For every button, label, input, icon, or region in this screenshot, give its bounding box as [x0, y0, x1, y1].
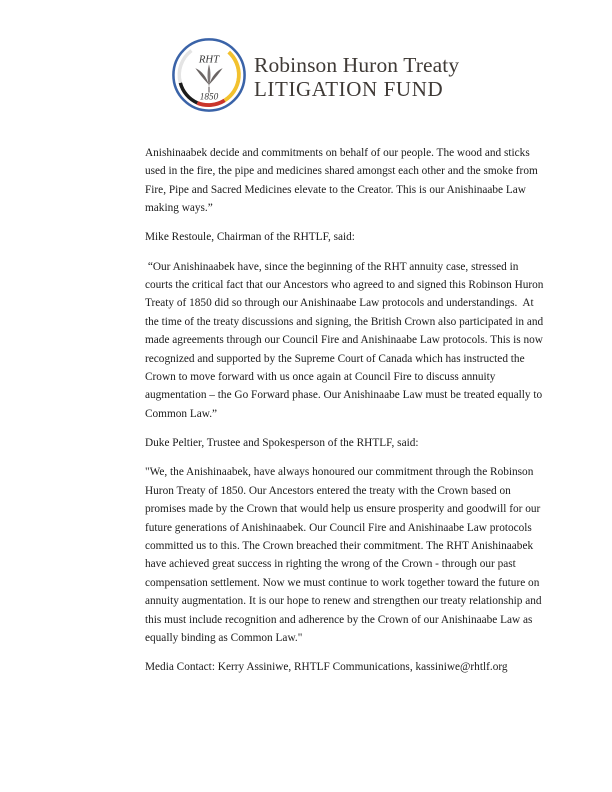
rht-seal-logo	[170, 36, 248, 114]
brand-name	[254, 53, 459, 101]
brand-line-1: Robinson Huron Treaty	[254, 53, 460, 77]
speaker-intro-duke-peltier: Duke Peltier, Trustee and Spokesperson of the RHTLF, said:	[145, 437, 419, 450]
seal-text-bottom: 1850	[199, 92, 219, 103]
paragraph-continuation: Anishinaabek decide and commitments on behalf of our people. The wood and sticks used in the fire, the pipe and medicines shared amongst each other and the smoke from Fire, Pipe and Sacred Medicines elevate to the Creator. This is our Anishinaabe Law making ways.”	[145, 147, 538, 215]
media-contact: Media Contact: Kerry Assiniwe, RHTLF Communications, kassiniwe@rhtlf.org	[145, 661, 508, 674]
letterhead	[170, 36, 470, 116]
seal-text-top: RHT	[198, 53, 220, 66]
quote-mike-restoule: “Our Anishinaabek have, since the beginning of the RHT annuity case, stressed in courts the critical fact that our Ancestors who agreed to and signed this Robinson Huron Treaty of 1850 did so through our Anishinaabe Law protocols and understandings. At the time of the treaty discussions and signing, the British Crown also participated in and made agreements through our Council Fire and Anishinaabe Law protocols. This is now recognized and supported by the Supreme Court of Canada which has instructed the Crown to move forward with us once again at Council Fire to discuss annuity augmentation – the Go Forward phase. Our Anishinaabe Law must be treated equally to Common Law.”	[145, 260, 547, 420]
letter-body	[145, 144, 545, 687]
speaker-intro-mike-restoule: Mike Restoule, Chairman of the RHTLF, said:	[145, 231, 355, 244]
quote-duke-peltier: "We, the Anishinaabek, have always honoured our commitment through the Robinson Huron Treaty of 1850. Our Ancestors entered the treaty with the Crown based on promises made by the Crown that would help us ensure prosperity and goodwill for our future generations of Anishinaabek. Our Council Fire and Anishinaabe Law protocols committed us to this. The Crown breached their commitment. The RHT Anishinaabek have achieved great success in righting the wrong of the Crown - through our past compensation settlement. Now we must continue to work together toward the future on annuity augmentation. It is our hope to renew and strengthen our treaty relationship and this must include recognition and adherence by the Crown of our Anishinaabe Law as equally binding as Common Law."	[145, 466, 542, 644]
brand-line-2: LITIGATION FUND	[254, 77, 444, 101]
